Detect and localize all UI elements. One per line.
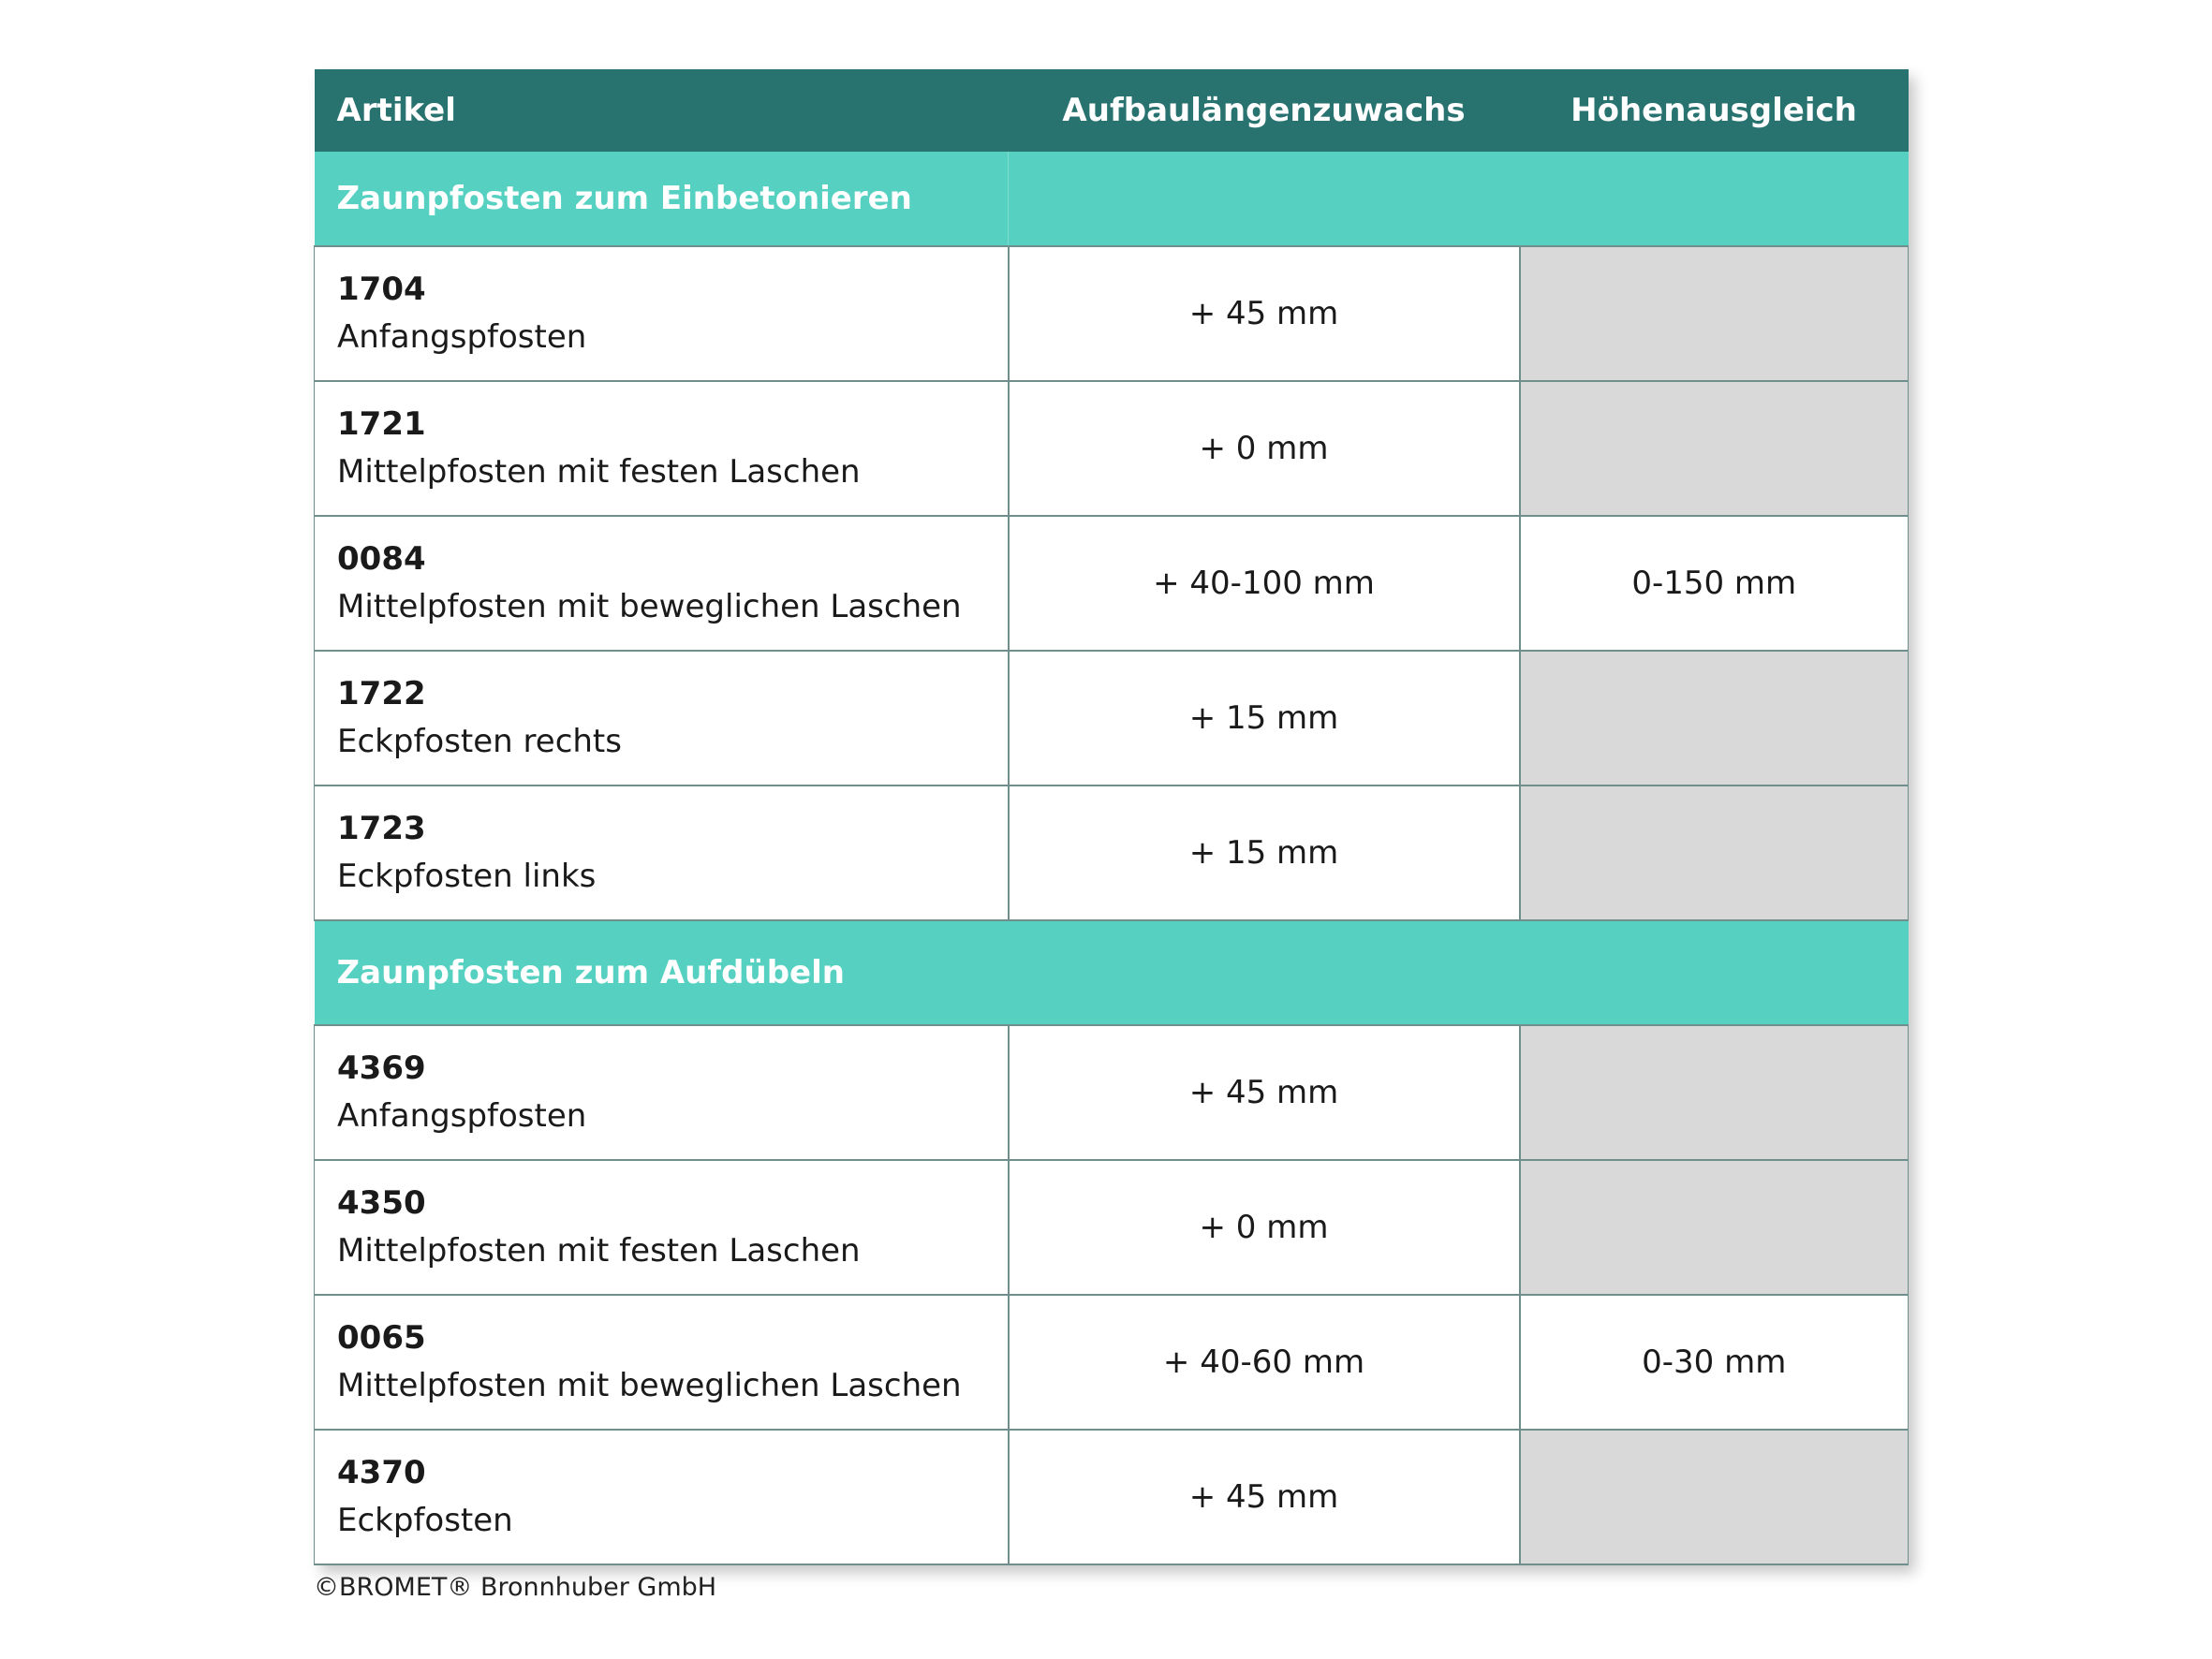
section-fill (1009, 152, 1909, 246)
table-row (315, 1025, 1909, 1160)
header-height: Höhenausgleich (1520, 69, 1909, 152)
table-body (315, 152, 1909, 1564)
table-row (315, 785, 1909, 920)
height-cell-empty (1520, 785, 1909, 920)
growth-cell: + 45 mm (1009, 246, 1520, 381)
article-name: Anfangspfosten (337, 1097, 587, 1135)
article-name: Anfangspfosten (337, 318, 587, 356)
article-number: 1704 (337, 271, 426, 308)
article-number: 4350 (337, 1184, 426, 1222)
article-cell (315, 516, 1009, 651)
table-row (315, 651, 1909, 785)
section-row-einbetonieren (315, 152, 1909, 246)
height-cell-empty (1520, 381, 1909, 516)
growth-cell: + 45 mm (1009, 1430, 1520, 1564)
table-row (315, 1160, 1909, 1295)
header-article: Artikel (315, 69, 1009, 152)
height-cell-empty (1520, 246, 1909, 381)
height-cell-empty (1520, 651, 1909, 785)
growth-cell: + 0 mm (1009, 381, 1520, 516)
height-cell: 0-30 mm (1520, 1295, 1909, 1430)
article-cell (315, 651, 1009, 785)
article-number: 4370 (337, 1454, 426, 1491)
article-name: Mittelpfosten mit beweglichen Laschen (337, 588, 962, 625)
article-cell (315, 1430, 1009, 1564)
article-name: Mittelpfosten mit festen Laschen (337, 1232, 861, 1270)
article-name: Mittelpfosten mit festen Laschen (337, 453, 861, 491)
section-title: Zaunpfosten zum Einbetonieren (315, 152, 1009, 246)
growth-cell: + 40-60 mm (1009, 1295, 1520, 1430)
article-number: 0065 (337, 1319, 426, 1357)
growth-cell: + 15 mm (1009, 651, 1520, 785)
header-row (315, 69, 1909, 152)
article-name: Mittelpfosten mit beweglichen Laschen (337, 1367, 962, 1404)
height-cell: 0-150 mm (1520, 516, 1909, 651)
growth-cell: + 40-100 mm (1009, 516, 1520, 651)
article-name: Eckpfosten links (337, 858, 597, 895)
article-name: Eckpfosten (337, 1502, 513, 1539)
table-header (315, 69, 1909, 152)
section-row-aufduebeln (315, 920, 1909, 1025)
article-number: 1721 (337, 405, 426, 443)
table-row (315, 1295, 1909, 1430)
article-cell (315, 785, 1009, 920)
article-number: 1723 (337, 810, 426, 847)
growth-cell: + 15 mm (1009, 785, 1520, 920)
article-cell (315, 1295, 1009, 1430)
article-cell (315, 1025, 1009, 1160)
table-row (315, 246, 1909, 381)
section-title: Zaunpfosten zum Aufdübeln (315, 920, 1909, 1025)
article-number: 0084 (337, 540, 426, 578)
article-number: 1722 (337, 675, 426, 712)
growth-cell: + 0 mm (1009, 1160, 1520, 1295)
height-cell-empty (1520, 1025, 1909, 1160)
post-specification-table-wrapper (314, 69, 1908, 1565)
copyright-notice: ©BROMET® Bronnhuber GmbH (314, 1573, 717, 1602)
header-growth: Aufbaulängenzuwachs (1009, 69, 1520, 152)
table-row (315, 381, 1909, 516)
growth-cell: + 45 mm (1009, 1025, 1520, 1160)
article-number: 4369 (337, 1050, 426, 1087)
height-cell-empty (1520, 1430, 1909, 1564)
article-name: Eckpfosten rechts (337, 723, 622, 760)
article-cell (315, 246, 1009, 381)
article-cell (315, 1160, 1009, 1295)
table-row (315, 516, 1909, 651)
table-row (315, 1430, 1909, 1564)
article-cell (315, 381, 1009, 516)
post-specification-table (314, 69, 1909, 1565)
height-cell-empty (1520, 1160, 1909, 1295)
